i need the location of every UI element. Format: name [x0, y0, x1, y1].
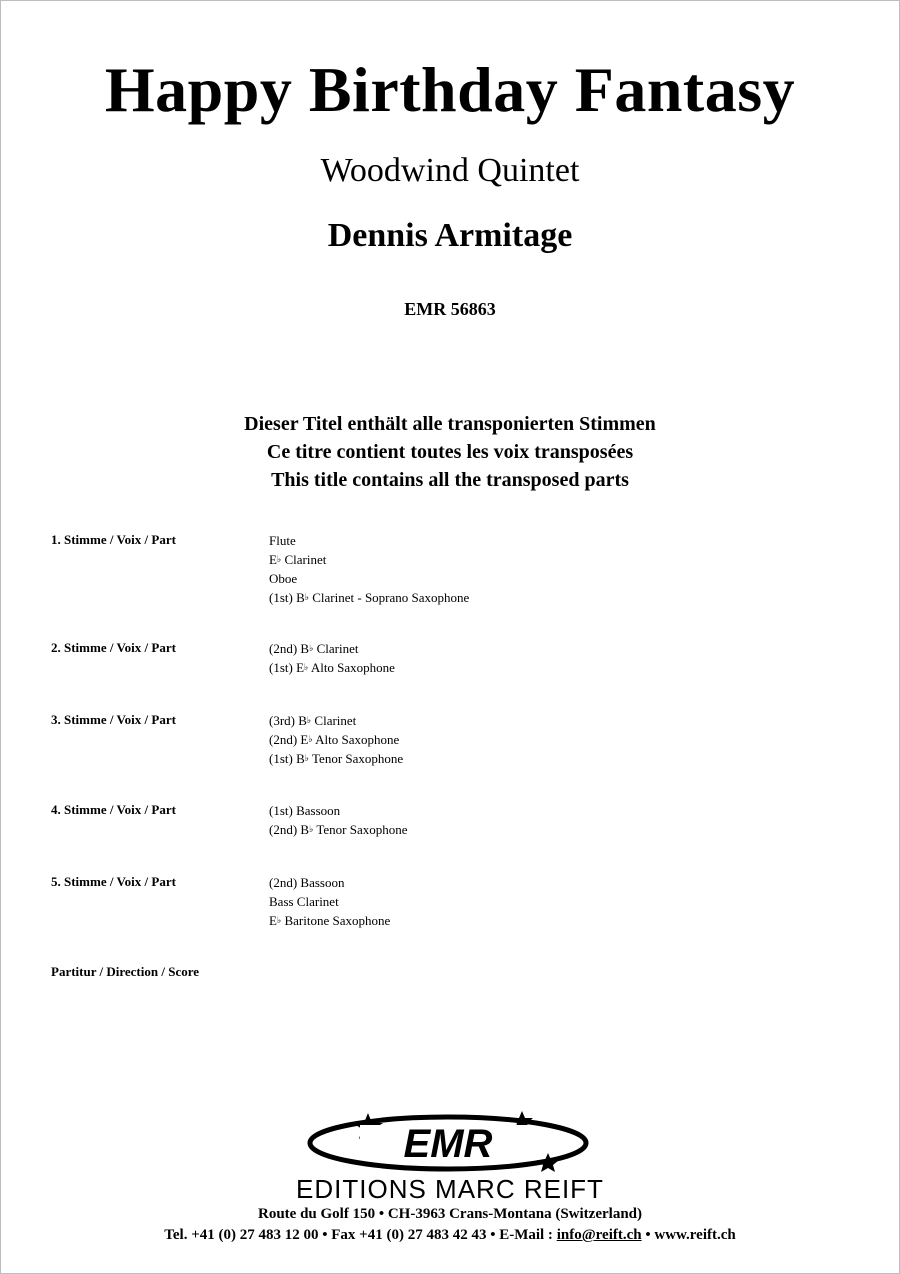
instrument-list: [269, 801, 851, 839]
publisher-footer: [0, 1105, 900, 1246]
instrument-line: (3rd) B♭ Clarinet: [269, 713, 357, 728]
catalog-number: EMR 56863: [404, 299, 496, 319]
part-row: [51, 711, 851, 801]
part-row: [51, 531, 851, 639]
part-row: [51, 873, 851, 963]
instrument-line: (1st) B♭ Tenor Saxophone: [269, 751, 404, 766]
instrument-list: [269, 711, 851, 768]
emr-logo-graphic: [300, 1105, 600, 1175]
instrument-line: (2nd) B♭ Tenor Saxophone: [269, 822, 408, 837]
instrument-line: Bass Clarinet: [269, 894, 339, 909]
instrument-line: (1st) Bassoon: [269, 803, 341, 818]
instrument-list: [269, 531, 851, 607]
part-label: 5. Stimme / Voix / Part: [51, 874, 176, 889]
transposed-parts-notice: [0, 410, 900, 494]
logo-text: EMR: [403, 1122, 493, 1166]
instrument-line: E♭ Clarinet: [269, 552, 327, 567]
instrument-line: (2nd) E♭ Alto Saxophone: [269, 732, 400, 747]
instrument-line: (1st) B♭ Clarinet - Soprano Saxophone: [269, 590, 470, 605]
instrument-line: Oboe: [269, 571, 298, 586]
subtitle: Woodwind Quintet: [320, 152, 580, 189]
notice-english: This title contains all the transposed parts: [271, 469, 629, 491]
publisher-name: EDITIONS MARC REIFT: [296, 1174, 604, 1204]
emr-logo: [0, 1105, 900, 1175]
instrument-list: [269, 639, 851, 677]
notice-french: Ce titre contient toutes les voix transposées: [266, 441, 634, 463]
part-label: 2. Stimme / Voix / Part: [51, 640, 176, 655]
phone-fax: Tel. +41 (0) 27 483 12 00 • Fax +41 (0) 27 483 42 43 • E-Mail :: [164, 1227, 557, 1243]
notice-german: Dieser Titel enthält alle transponierten Stimmen: [244, 413, 656, 435]
page-title: Happy Birthday Fantasy: [104, 54, 796, 125]
parts-list: [51, 531, 851, 979]
part-label: 3. Stimme / Voix / Part: [51, 712, 176, 727]
score-label: Partitur / Direction / Score: [51, 964, 200, 979]
publisher-contact: [0, 1225, 900, 1246]
part-label: 1. Stimme / Voix / Part: [51, 532, 176, 547]
instrument-line: (2nd) B♭ Clarinet: [269, 641, 359, 656]
instrument-line: (1st) E♭ Alto Saxophone: [269, 660, 395, 675]
email-link[interactable]: info@reift.ch: [556, 1227, 642, 1243]
instrument-line: Flute: [269, 533, 296, 548]
part-label: 4. Stimme / Voix / Part: [51, 802, 176, 817]
instrument-line: E♭ Baritone Saxophone: [269, 913, 391, 928]
website: • www.reift.ch: [641, 1227, 736, 1243]
part-row: [51, 639, 851, 711]
star-icon: [537, 1153, 559, 1172]
part-row: [51, 801, 851, 873]
instrument-list: [269, 873, 851, 930]
composer-name: Dennis Armitage: [327, 217, 573, 254]
publisher-address: Route du Golf 150 • CH-3963 Crans-Montana (Switzerland): [258, 1206, 642, 1222]
instrument-line: (2nd) Bassoon: [269, 875, 345, 890]
